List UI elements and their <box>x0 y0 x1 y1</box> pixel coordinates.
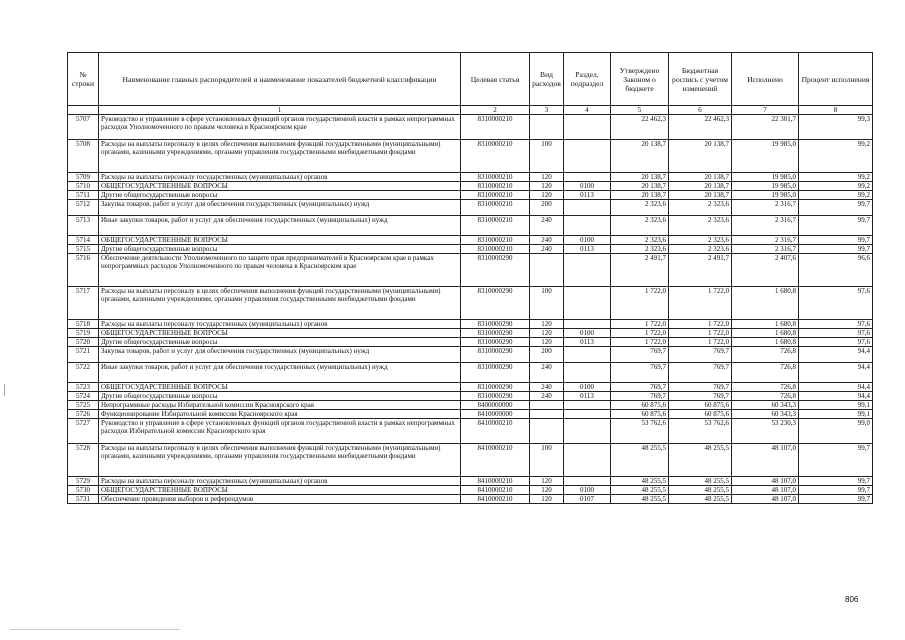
row-name: Руководство и управление в сфере установленных функций органов государственной власти в рамках непрограммных расходов Уполномоченного по правам человека в Красноярском крае <box>99 115 461 140</box>
row-budget-list: 2 323,6 <box>669 245 732 254</box>
table-row <box>68 410 873 419</box>
column-number: 7 <box>732 106 799 115</box>
row-budget-list: 2 323,6 <box>669 216 732 236</box>
row-number: 5728 <box>68 444 99 477</box>
row-approved: 1 722,0 <box>611 287 669 320</box>
table-row <box>68 338 873 347</box>
row-budget-list: 2 491,7 <box>669 254 732 287</box>
row-number: 5725 <box>68 401 99 410</box>
table-row <box>68 173 873 182</box>
row-budget-list: 2 323,6 <box>669 236 732 245</box>
row-percent: 96,6 <box>799 254 873 287</box>
row-budget-list: 2 323,6 <box>669 200 732 216</box>
budget-report-sheet <box>67 52 873 504</box>
row-section <box>564 173 611 182</box>
row-name: Иные закупки товаров, работ и услуг для обеспечения государственных (муниципальных) нужд <box>99 363 461 383</box>
row-approved: 1 722,0 <box>611 320 669 329</box>
row-budget-list: 20 138,7 <box>669 173 732 182</box>
row-percent: 99,3 <box>799 115 873 140</box>
row-percent: 94,4 <box>799 347 873 363</box>
row-number: 5707 <box>68 115 99 140</box>
row-percent: 99,2 <box>799 182 873 191</box>
row-expense-type <box>530 410 564 419</box>
row-approved: 48 255,5 <box>611 444 669 477</box>
row-executed: 2 316,7 <box>732 236 799 245</box>
row-section <box>564 216 611 236</box>
column-number: 4 <box>564 106 611 115</box>
table-row <box>68 347 873 363</box>
row-approved: 20 138,7 <box>611 191 669 200</box>
row-section <box>564 477 611 486</box>
row-percent: 99,7 <box>799 216 873 236</box>
column-number <box>68 106 99 115</box>
row-budget-list: 769,7 <box>669 383 732 392</box>
row-number: 5715 <box>68 245 99 254</box>
header-executed: Исполнено <box>732 53 799 106</box>
row-number: 5708 <box>68 140 99 173</box>
row-expense-type: 240 <box>530 245 564 254</box>
row-section <box>564 254 611 287</box>
row-executed: 726,8 <box>732 363 799 383</box>
row-executed: 2 316,7 <box>732 245 799 254</box>
row-target-article: 8310000290 <box>461 254 530 287</box>
row-target-article: 8310000210 <box>461 140 530 173</box>
row-name: Закупка товаров, работ и услуг для обеспечения государственных (муниципальных) нужд <box>99 200 461 216</box>
row-name: Другие общегосударственные вопросы <box>99 392 461 401</box>
row-approved: 769,7 <box>611 383 669 392</box>
row-budget-list: 769,7 <box>669 347 732 363</box>
row-percent: 99,7 <box>799 245 873 254</box>
row-executed: 60 343,3 <box>732 410 799 419</box>
row-number: 5712 <box>68 200 99 216</box>
row-section <box>564 140 611 173</box>
row-percent: 99,7 <box>799 200 873 216</box>
row-name: Руководство и управление в сфере установленных функций органов государственной власти в рамках непрограммных расходов Избирательной комиссии Красноярского края <box>99 419 461 444</box>
row-target-article: 8410000210 <box>461 419 530 444</box>
row-name: Другие общегосударственные вопросы <box>99 338 461 347</box>
header-percent: Процент исполнения <box>799 53 873 106</box>
row-percent: 99,0 <box>799 419 873 444</box>
row-expense-type: 120 <box>530 191 564 200</box>
row-name: ОБЩЕГОСУДАРСТВЕННЫЕ ВОПРОСЫ <box>99 383 461 392</box>
row-approved: 2 323,6 <box>611 236 669 245</box>
row-executed: 48 107,0 <box>732 477 799 486</box>
row-budget-list: 22 462,3 <box>669 115 732 140</box>
table-row <box>68 320 873 329</box>
row-percent: 99,1 <box>799 401 873 410</box>
row-target-article: 8410000210 <box>461 495 530 504</box>
page-number: 806 <box>845 595 859 604</box>
row-executed: 1 680,8 <box>732 287 799 320</box>
row-expense-type: 100 <box>530 140 564 173</box>
row-section: 0100 <box>564 182 611 191</box>
row-percent: 99,7 <box>799 444 873 477</box>
scan-margin-mark <box>4 384 5 396</box>
row-expense-type: 200 <box>530 347 564 363</box>
row-budget-list: 1 722,0 <box>669 329 732 338</box>
header-budget-list: Бюджетная роспись с учетом изменений <box>669 53 732 106</box>
row-expense-type: 100 <box>530 444 564 477</box>
row-expense-type: 240 <box>530 363 564 383</box>
header-target-article: Целевая статья <box>461 53 530 106</box>
column-number-row <box>68 106 873 115</box>
column-number: 2 <box>461 106 530 115</box>
row-target-article: 8310000210 <box>461 245 530 254</box>
table-row <box>68 392 873 401</box>
row-budget-list: 48 255,5 <box>669 486 732 495</box>
row-name: Расходы на выплаты персоналу государственных (муниципальных) органов <box>99 477 461 486</box>
row-executed: 726,8 <box>732 347 799 363</box>
row-name: Другие общегосударственные вопросы <box>99 245 461 254</box>
table-row <box>68 140 873 173</box>
row-executed: 1 680,8 <box>732 329 799 338</box>
row-name: Функционирование Избирательной комиссии Красноярского края <box>99 410 461 419</box>
row-number: 5716 <box>68 254 99 287</box>
row-name: Иные закупки товаров, работ и услуг для обеспечения государственных (муниципальных) нужд <box>99 216 461 236</box>
row-expense-type: 240 <box>530 383 564 392</box>
row-section <box>564 347 611 363</box>
row-executed: 60 343,3 <box>732 401 799 410</box>
row-target-article: 8310000290 <box>461 287 530 320</box>
row-target-article: 8310000210 <box>461 200 530 216</box>
table-row <box>68 401 873 410</box>
row-approved: 20 138,7 <box>611 182 669 191</box>
row-number: 5729 <box>68 477 99 486</box>
row-section: 0113 <box>564 338 611 347</box>
table-row <box>68 254 873 287</box>
row-budget-list: 60 875,6 <box>669 410 732 419</box>
table-row <box>68 287 873 320</box>
row-budget-list: 1 722,0 <box>669 338 732 347</box>
row-budget-list: 48 255,5 <box>669 444 732 477</box>
row-executed: 48 107,0 <box>732 486 799 495</box>
row-expense-type <box>530 401 564 410</box>
row-executed: 1 680,8 <box>732 338 799 347</box>
row-section <box>564 419 611 444</box>
row-expense-type: 120 <box>530 338 564 347</box>
row-target-article: 8310000210 <box>461 173 530 182</box>
row-budget-list: 769,7 <box>669 363 732 383</box>
row-section <box>564 363 611 383</box>
row-number: 5723 <box>68 383 99 392</box>
row-target-article: 8310000210 <box>461 216 530 236</box>
row-approved: 2 323,6 <box>611 216 669 236</box>
row-approved: 60 875,6 <box>611 410 669 419</box>
row-executed: 2 316,7 <box>732 200 799 216</box>
table-row <box>68 236 873 245</box>
row-budget-list: 1 722,0 <box>669 287 732 320</box>
row-section <box>564 200 611 216</box>
row-percent: 99,7 <box>799 495 873 504</box>
row-percent: 99,2 <box>799 173 873 182</box>
row-executed: 48 107,0 <box>732 495 799 504</box>
row-target-article: 8310000210 <box>461 191 530 200</box>
table-row <box>68 495 873 504</box>
column-number: 3 <box>530 106 564 115</box>
row-percent: 99,1 <box>799 410 873 419</box>
table-row <box>68 383 873 392</box>
row-section: 0100 <box>564 486 611 495</box>
row-approved: 22 462,3 <box>611 115 669 140</box>
row-number: 5721 <box>68 347 99 363</box>
row-name: ОБЩЕГОСУДАРСТВЕННЫЕ ВОПРОСЫ <box>99 182 461 191</box>
row-expense-type <box>530 254 564 287</box>
row-target-article: 8310000290 <box>461 329 530 338</box>
row-expense-type: 120 <box>530 182 564 191</box>
row-target-article: 8310000290 <box>461 347 530 363</box>
row-budget-list: 20 138,7 <box>669 191 732 200</box>
row-percent: 99,2 <box>799 191 873 200</box>
row-expense-type <box>530 115 564 140</box>
row-number: 5730 <box>68 486 99 495</box>
row-approved: 1 722,0 <box>611 338 669 347</box>
row-number: 5713 <box>68 216 99 236</box>
row-number: 5727 <box>68 419 99 444</box>
row-number: 5722 <box>68 363 99 383</box>
row-name: Обеспечение деятельности Уполномоченного по защите прав предпринимателей в Красноярском крае в рамках непрограммных расходов Уполномоченного по правам человека в Красноярском крае <box>99 254 461 287</box>
row-name: Расходы на выплаты персоналу в целях обеспечения выполнения функций государственными (муниципальными) органами, казенными учреждениями, органами управления государственными внебюджетными фондами <box>99 287 461 320</box>
row-percent: 97,6 <box>799 287 873 320</box>
table-row <box>68 200 873 216</box>
row-executed: 2 316,7 <box>732 216 799 236</box>
row-section <box>564 115 611 140</box>
row-section: 0100 <box>564 383 611 392</box>
row-approved: 48 255,5 <box>611 495 669 504</box>
row-executed: 53 230,3 <box>732 419 799 444</box>
row-budget-list: 1 722,0 <box>669 320 732 329</box>
row-section <box>564 320 611 329</box>
row-approved: 48 255,5 <box>611 477 669 486</box>
row-number: 5709 <box>68 173 99 182</box>
row-approved: 60 875,6 <box>611 401 669 410</box>
table-row <box>68 216 873 236</box>
row-expense-type: 240 <box>530 216 564 236</box>
row-target-article: 8310000290 <box>461 392 530 401</box>
row-name: Расходы на выплаты персоналу государственных (муниципальных) органов <box>99 173 461 182</box>
row-expense-type: 120 <box>530 320 564 329</box>
column-number: 1 <box>99 106 461 115</box>
row-expense-type: 120 <box>530 329 564 338</box>
table-body <box>68 106 873 504</box>
row-name: ОБЩЕГОСУДАРСТВЕННЫЕ ВОПРОСЫ <box>99 236 461 245</box>
table-row <box>68 191 873 200</box>
row-expense-type: 120 <box>530 173 564 182</box>
row-approved: 20 138,7 <box>611 140 669 173</box>
row-percent: 99,7 <box>799 486 873 495</box>
row-percent: 97,6 <box>799 338 873 347</box>
row-number: 5710 <box>68 182 99 191</box>
row-target-article: 8410000210 <box>461 444 530 477</box>
row-budget-list: 20 138,7 <box>669 182 732 191</box>
row-percent: 99,2 <box>799 140 873 173</box>
row-number: 5714 <box>68 236 99 245</box>
row-section: 0100 <box>564 329 611 338</box>
row-expense-type: 120 <box>530 477 564 486</box>
row-percent: 99,7 <box>799 477 873 486</box>
row-approved: 2 323,6 <box>611 245 669 254</box>
row-section: 0100 <box>564 236 611 245</box>
row-number: 5719 <box>68 329 99 338</box>
row-budget-list: 20 138,7 <box>669 140 732 173</box>
row-executed: 22 301,7 <box>732 115 799 140</box>
column-number: 8 <box>799 106 873 115</box>
row-budget-list: 53 762,6 <box>669 419 732 444</box>
row-name: Расходы на выплаты персоналу государственных (муниципальных) органов <box>99 320 461 329</box>
row-number: 5718 <box>68 320 99 329</box>
row-target-article: 8310000290 <box>461 363 530 383</box>
row-name: ОБЩЕГОСУДАРСТВЕННЫЕ ВОПРОСЫ <box>99 329 461 338</box>
row-executed: 19 985,0 <box>732 173 799 182</box>
row-expense-type: 120 <box>530 495 564 504</box>
header-row-number: № строки <box>68 53 99 106</box>
row-executed: 726,8 <box>732 383 799 392</box>
row-expense-type: 120 <box>530 486 564 495</box>
row-approved: 769,7 <box>611 363 669 383</box>
row-number: 5726 <box>68 410 99 419</box>
row-target-article: 8310000290 <box>461 338 530 347</box>
table-row <box>68 477 873 486</box>
row-percent: 94,4 <box>799 392 873 401</box>
row-executed: 19 985,0 <box>732 191 799 200</box>
row-name: ОБЩЕГОСУДАРСТВЕННЫЕ ВОПРОСЫ <box>99 486 461 495</box>
row-percent: 97,6 <box>799 320 873 329</box>
table-header <box>68 53 873 106</box>
table-row <box>68 115 873 140</box>
row-name: Другие общегосударственные вопросы <box>99 191 461 200</box>
row-name: Расходы на выплаты персоналу в целях обеспечения выполнения функций государственными (муниципальными) органами, казенными учреждениями, органами управления государственными внебюджетными фондами <box>99 140 461 173</box>
table-row <box>68 363 873 383</box>
row-number: 5711 <box>68 191 99 200</box>
row-name: Закупка товаров, работ и услуг для обеспечения государственных (муниципальных) нужд <box>99 347 461 363</box>
row-budget-list: 48 255,5 <box>669 477 732 486</box>
table-row <box>68 182 873 191</box>
row-approved: 20 138,7 <box>611 173 669 182</box>
row-section <box>564 287 611 320</box>
row-name: Расходы на выплаты персоналу в целях обеспечения выполнения функций государственными (муниципальными) органами, казенными учреждениями, органами управления государственными внебюджетными фондами <box>99 444 461 477</box>
row-target-article: 8410000000 <box>461 410 530 419</box>
row-executed: 2 407,6 <box>732 254 799 287</box>
table-row <box>68 329 873 338</box>
row-section <box>564 410 611 419</box>
row-executed: 48 107,0 <box>732 444 799 477</box>
row-approved: 2 491,7 <box>611 254 669 287</box>
row-number: 5731 <box>68 495 99 504</box>
row-section: 0107 <box>564 495 611 504</box>
row-section: 0113 <box>564 392 611 401</box>
row-target-article: 8310000290 <box>461 320 530 329</box>
row-target-article: 8310000210 <box>461 115 530 140</box>
row-approved: 769,7 <box>611 347 669 363</box>
row-percent: 97,6 <box>799 329 873 338</box>
row-approved: 53 762,6 <box>611 419 669 444</box>
row-budget-list: 48 255,5 <box>669 495 732 504</box>
row-number: 5724 <box>68 392 99 401</box>
row-name: Обеспечение проведения выборов и референдумов <box>99 495 461 504</box>
row-number: 5720 <box>68 338 99 347</box>
row-target-article: 8400000000 <box>461 401 530 410</box>
row-target-article: 8310000210 <box>461 182 530 191</box>
header-name: Наименование главных распорядителей и наименование показателей бюджетной классификации <box>99 53 461 106</box>
row-section <box>564 444 611 477</box>
row-expense-type: 200 <box>530 200 564 216</box>
scan-bottom-mark <box>10 629 180 630</box>
row-expense-type: 100 <box>530 287 564 320</box>
row-budget-list: 60 875,6 <box>669 401 732 410</box>
budget-table <box>67 52 873 504</box>
row-target-article: 8410000210 <box>461 477 530 486</box>
row-approved: 1 722,0 <box>611 329 669 338</box>
row-approved: 2 323,6 <box>611 200 669 216</box>
header-approved: Утверждено Законом о бюджете <box>611 53 669 106</box>
row-approved: 769,7 <box>611 392 669 401</box>
row-budget-list: 769,7 <box>669 392 732 401</box>
row-number: 5717 <box>68 287 99 320</box>
row-executed: 19 985,0 <box>732 182 799 191</box>
table-row <box>68 419 873 444</box>
row-expense-type <box>530 419 564 444</box>
row-percent: 94,4 <box>799 383 873 392</box>
table-row <box>68 444 873 477</box>
row-section: 0113 <box>564 191 611 200</box>
row-executed: 726,8 <box>732 392 799 401</box>
table-row <box>68 245 873 254</box>
row-expense-type: 240 <box>530 236 564 245</box>
row-executed: 19 985,0 <box>732 140 799 173</box>
column-number: 6 <box>669 106 732 115</box>
row-percent: 94,4 <box>799 363 873 383</box>
header-expense-type: Вид расходов <box>530 53 564 106</box>
table-row <box>68 486 873 495</box>
row-executed: 1 680,8 <box>732 320 799 329</box>
row-expense-type: 240 <box>530 392 564 401</box>
row-name: Непрограммные расходы Избирательной комиссии Красноярского края <box>99 401 461 410</box>
row-target-article: 8310000210 <box>461 236 530 245</box>
row-approved: 48 255,5 <box>611 486 669 495</box>
header-section: Раздел, подраздел <box>564 53 611 106</box>
row-percent: 99,7 <box>799 236 873 245</box>
row-target-article: 8310000290 <box>461 383 530 392</box>
column-number: 5 <box>611 106 669 115</box>
row-section <box>564 401 611 410</box>
row-target-article: 8410000210 <box>461 486 530 495</box>
row-section: 0113 <box>564 245 611 254</box>
